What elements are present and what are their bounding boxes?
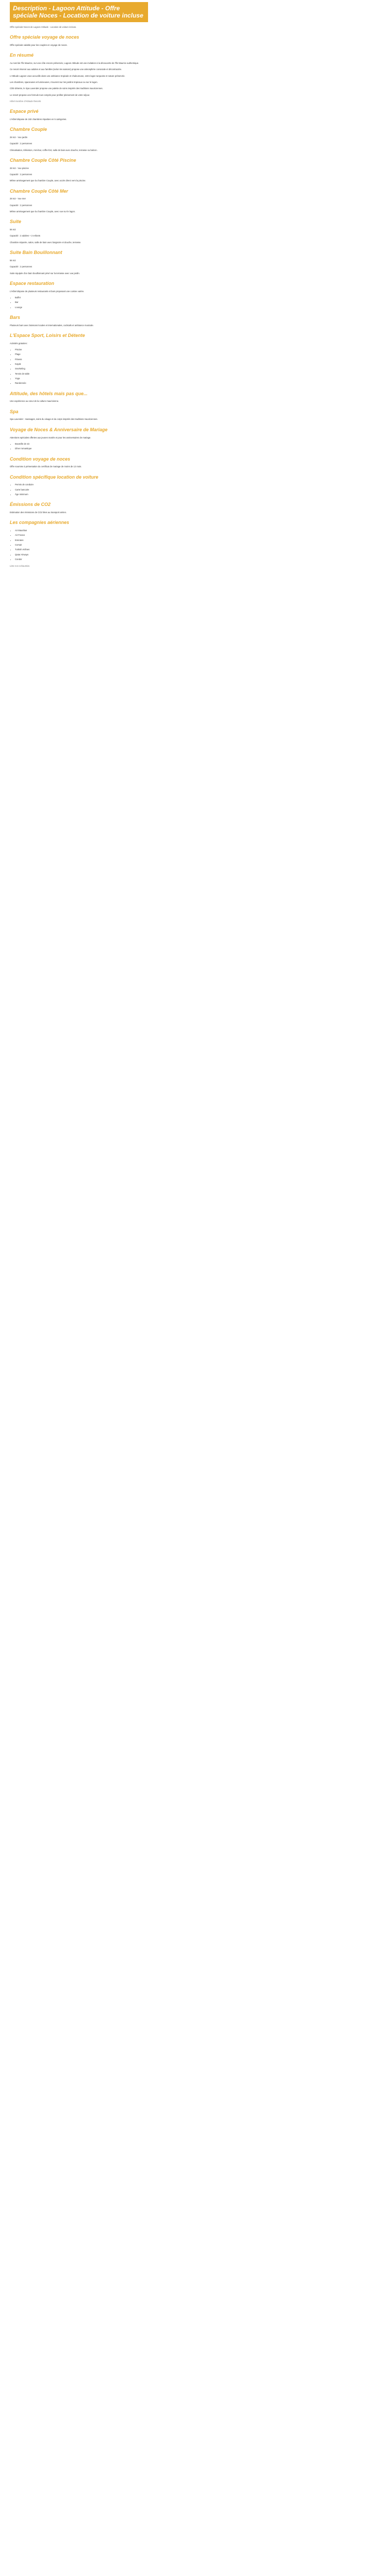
- restauration-body: L'Hôtel dispose de plusieurs restaurants et bars proposant une cuisine variée.: [10, 290, 85, 293]
- section-title-chambre-couple: Chambre Couple: [10, 127, 47, 132]
- list-item: • Yoga: [15, 377, 381, 380]
- list-item: • Tennis de table: [15, 372, 381, 376]
- section-title-suite-bain: Suite Bain Bouillonnant: [10, 250, 62, 256]
- resume-p3: L'Attitude Lagoon vous accueille dans une ambiance tropicale et chaleureuse, entre lagon turquoise et nature préservée.: [10, 74, 125, 77]
- resume-p6: Le resort propose une formule tout compris pour profiter pleinement de votre séjour.: [10, 93, 90, 96]
- sport-body: Activités gratuites :: [10, 342, 28, 345]
- section-title-suite: Suite: [10, 219, 22, 225]
- resume-p1: Au nord de l'île Maurice, sur une côte encore préservée, Lagoon Attitude est une invitation à la découverte de l'Île Maurice authentique.: [10, 61, 139, 64]
- list-item: • Corsair: [15, 543, 381, 547]
- list-item: • Dîner romantique: [15, 447, 381, 450]
- resume-p2: Ce resort réservé aux adultes et aux familles (selon les saisons) propose une atmosphère conviviale et décontractée.: [10, 68, 122, 71]
- section-title-bars: Bars: [10, 314, 21, 320]
- suite-size: 56 m2: [10, 228, 16, 231]
- chambre-piscine-size: 28 m2 - Vue piscine: [10, 166, 29, 170]
- list-item: • Carte bancaire: [15, 488, 381, 492]
- resume-p5: Côté détente, le Spa Lavender propose une palette de soins inspirés des traditions mauriciennes.: [10, 87, 103, 90]
- page-title: Description - Lagoon Attitude - Offre spéciale Noces - Location de voiture incluse: [10, 2, 148, 22]
- resume-p4: Les chambres, spacieuses et lumineuses, s'ouvrent sur les jardins tropicaux ou sur le lagon.: [10, 80, 98, 83]
- section-title-voyage-noces: Voyage de Noces & Anniversaire de Mariage: [10, 427, 108, 432]
- list-item: • Randonnée: [15, 381, 381, 385]
- suite-capacity: Capacité : 2 adultes + 2 enfants: [10, 234, 41, 238]
- section-title-resume: En résumé: [10, 53, 34, 58]
- section-title-condition-location: Condition spécifique location de voiture: [10, 474, 99, 480]
- list-item: • Condor: [15, 557, 381, 561]
- section-title-condition-noces: Condition voyage de noces: [10, 456, 71, 462]
- condition-noces-body: Offre soumise à présentation du certificat de mariage de moins de 12 mois.: [10, 465, 82, 468]
- compagnies-list: [10, 529, 381, 561]
- section-title-restauration: Espace restauration: [10, 280, 55, 286]
- section-title-chambre-piscine: Chambre Couple Côté Piscine: [10, 158, 76, 163]
- chambre-mer-desc: Même aménagement que la chambre Couple, avec vue sur le lagon.: [10, 210, 76, 213]
- spa-body: Spa Lavender : massages, soins du visage et du corps inspirés des traditions mauriciennes.: [10, 418, 98, 421]
- chambre-couple-desc: Climatisation, télévision, mini-bar, coffre-fort, salle de bain avec douche, terrasse ou balcon.: [10, 148, 97, 151]
- list-item: • Âge minimum: [15, 493, 381, 496]
- section-title-offre: Offre spéciale voyage de noces: [10, 35, 79, 40]
- chambre-couple-capacity: Capacité : 2 personnes: [10, 142, 32, 145]
- list-item: • Bar: [15, 300, 381, 304]
- suite-bain-size: 56 m2: [10, 259, 16, 262]
- suite-details: [10, 228, 381, 244]
- voyage-noces-body: Attentions spéciales offertes aux jeunes mariés et pour les anniversaires de mariage.: [10, 436, 91, 439]
- restauration-list: [10, 296, 381, 309]
- voyage-noces-list: [10, 442, 381, 451]
- chambre-piscine-details: [10, 166, 381, 183]
- suite-bain-capacity: Capacité : 2 personnes: [10, 265, 32, 268]
- section-title-chambre-mer: Chambre Couple Côté Mer: [10, 188, 69, 194]
- espace-prive-body: L'Hôtel dispose de 192 chambres réparties en 5 catégories.: [10, 117, 67, 121]
- section-title-attitude-plus: Attitude, des hôtels mais pas que...: [10, 391, 88, 396]
- condition-location-list: [10, 483, 381, 496]
- offre-body: Offre spéciale valable pour les couples en voyage de noces.: [10, 43, 68, 46]
- list-item: • Qatar Airways: [15, 553, 381, 556]
- list-item: • Plage: [15, 352, 381, 356]
- list-item: • Emirates: [15, 538, 381, 542]
- section-title-emissions: Émissions de CO2: [10, 502, 51, 507]
- section-title-spa: Spa: [10, 409, 19, 414]
- section-title-compagnies: Les compagnies aériennes: [10, 520, 70, 526]
- compagnies-footer: Liste non exhaustive.: [10, 565, 30, 568]
- chambre-mer-details: [10, 197, 381, 213]
- chambre-piscine-capacity: Capacité : 2 personnes: [10, 173, 32, 176]
- list-item: • Lounge: [15, 306, 381, 309]
- suite-bain-details: [10, 259, 381, 275]
- sport-list: [10, 348, 381, 385]
- attitude-plus-body: Une expérience au cœur de la culture mauricienne.: [10, 400, 59, 403]
- chambre-mer-size: 28 m2 - Vue mer: [10, 197, 26, 200]
- hotel-membership: Hôtel membre d'Attitude Resorts: [10, 99, 41, 103]
- intro-text: Offre spéciale Noces de Lagoon Attitude - Location de voiture incluse.: [10, 25, 77, 28]
- list-item: • Air France: [15, 533, 381, 537]
- list-item: • Permis de conduire: [15, 483, 381, 486]
- suite-desc: Chambre séparée, salon, salle de bain avec baignoire et douche, terrasse.: [10, 241, 82, 244]
- list-item: • Turkish Airlines: [15, 548, 381, 551]
- section-title-espace-prive: Espace privé: [10, 109, 39, 114]
- bars-body: Plusieurs bars avec boissons locales et internationales, cocktails et ambiance musicale.: [10, 324, 94, 327]
- list-item: • Snorkeling: [15, 367, 381, 370]
- chambre-couple-size: 28 m2 - Vue jardin: [10, 135, 28, 139]
- list-item: • Air Mauritius: [15, 529, 381, 532]
- chambre-couple-details: [10, 135, 381, 152]
- list-item: • Bouteille de vin: [15, 442, 381, 446]
- list-item: • Piscine: [15, 348, 381, 351]
- suite-bain-desc: Suite équipée d'un bain bouillonnant privé sur la terrasse avec vue jardin.: [10, 272, 80, 275]
- list-item: • Fitness: [15, 358, 381, 361]
- chambre-mer-capacity: Capacité : 2 personnes: [10, 204, 32, 207]
- page: [0, 0, 391, 583]
- chambre-piscine-desc: Même aménagement que la chambre Couple, avec accès direct vers la piscine.: [10, 179, 86, 182]
- section-title-sport: L'Espace Sport, Loisirs et Détente: [10, 332, 85, 338]
- list-item: • Kayak: [15, 362, 381, 366]
- emissions-body: Estimation des émissions de CO2 liées au transport aérien.: [10, 511, 67, 514]
- list-item: • Buffet: [15, 296, 381, 299]
